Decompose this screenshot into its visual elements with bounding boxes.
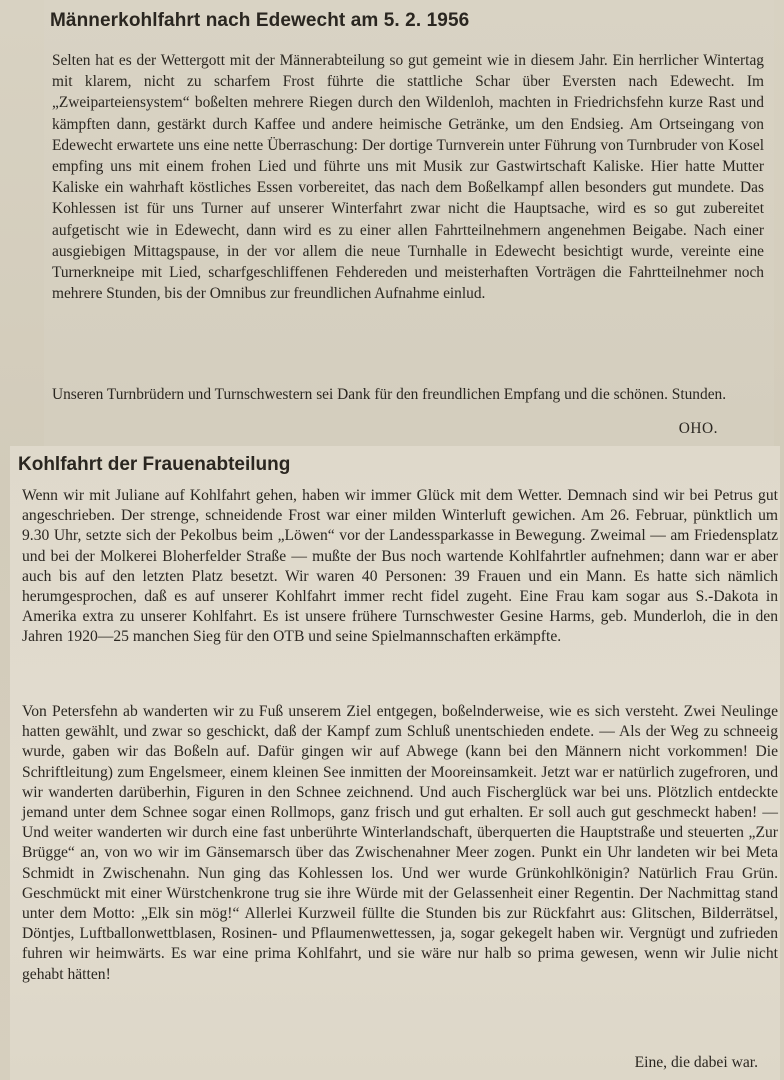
article-signature: Eine, die dabei war.: [634, 1054, 758, 1071]
article-title: Kohlfahrt der Frauenabteilung: [18, 454, 291, 475]
article-kohlfahrt-frauenabteilung: [10, 446, 780, 1080]
article-signature: OHO.: [678, 420, 718, 437]
article-paragraph: Selten hat es der Wettergott mit der Männerabteilung so gut gemeint wie in diesem Jahr. Ein herrlicher Wintertag mit klarem, nicht zu scharfem Frost führte die stattliche Schar über Eversten nach Edewecht. Im „Zweiparteiensystem“ boßelten mehrere Riegen durch den Wildenloh, machten in Friedrichsfehn kurze Rast und kämpften dann, gestärkt durch Kaffee und andere heimische Getränke, um den Endsieg. Am Ortseingang von Edewecht erwartete uns eine nette Überraschung: Der dortige Turnverein unter Führung von Turnbruder von Kosel empfing uns mit einem frohen Lied und führte uns mit Musik zur Gastwirtschaft Kaliske. Hier hatte Mutter Kaliske ein wahrhaft köstliches Essen vorbereitet, das nach dem Boßelkampf allen besonders gut mundete. Das Kohlessen ist für uns Turner auf unserer Winterfahrt zwar nicht die Hauptsache, wird es so gut zubereitet aufgetischt wie in Edewecht, dann wird es zu einer allen Fahrtteilnehmern angenehmen Beigabe. Nach einer ausgiebigen Mittagspause, in der vor allem die neue Turnhalle in Edewecht besichtigt wurde, vereinte eine Turnerkneipe mit Lied, scharfgeschliffenen Fehdereden und meisterhaften Vorträgen die Fahrtteilnehmer noch mehrere Stunden, bis der Omnibus zur freundlichen Aufnahme einlud.: [52, 52, 764, 303]
article-title: Männerkohlfahrt nach Edewecht am 5. 2. 1956: [50, 10, 470, 31]
article-paragraph: Von Petersfehn ab wanderten wir zu Fuß unserem Ziel entgegen, boßelnderweise, wie es sich versteht. Zwei Neulinge hatten gewählt, und zwar so geschickt, daß der Kampf zum Schluß unentschieden endete. — Als der Weg zu schneeig wurde, gaben wir das Boßeln auf. Dafür gingen wir auf Abwege (kann bei den Männern nicht vorkommen! Die Schriftleitung) zum Engelsmeer, einem kleinen See inmitten der Mooreinsamkeit. Jetzt war er natürlich zugefroren, und wir wanderten darüberhin, Figuren in den Schnee zeichnend. Und auch Fischerglück war bei uns. Plötzlich entdeckte jemand unter dem Schnee sogar einen Rollmops, ganz frisch und gut erhalten. Er soll auch gut geschmeckt haben! — Und weiter wanderten wir durch eine fast unberührte Winterlandschaft, überquerten die Hauptstraße und steuerten „Zur Brügge“ an, von wo wir im Gänsemarsch über das Zwischenahner Meer zogen. Punkt ein Uhr landeten wir bei Meta Schmidt in Zwischenahn. Nun ging das Kohlessen los. Und wer wurde Grünkohlkönigin? Natürlich Frau Grün. Geschmückt mit einer Würstchenkrone trug sie ihre Würde mit der Gelassenheit einer Regentin. Der Nachmittag stand unter dem Motto: „Elk sin mög!“ Allerlei Kurzweil füllte die Stunden bis zur Rückfahrt aus: Glitschen, Bilderrätsel, Döntjes, Luftballonwettblasen, Rosinen- und Pflaumenwettessen, ja, sogar gekegelt haben wir. Vergnügt und zufrieden fuhren wir heimwärts. Es war eine prima Kohlfahrt, und sie wäre nur halb so prima gewesen, wenn wir Julie nicht gehabt hätten!: [22, 703, 778, 983]
article-maennerkohlfahrt: [44, 0, 774, 446]
article-paragraph: Wenn wir mit Juliane auf Kohlfahrt gehen, haben wir immer Glück mit dem Wetter. Demnach sind wir bei Petrus gut angeschrieben. Der strenge, schneidende Frost war einer milden Winterluft gewichen. Am 26. Februar, pünktlich um 9.30 Uhr, setzte sich der Pekolbus beim „Löwen“ vor der Landessparkasse in Bewegung. Zweimal — am Friedensplatz und bei der Molkerei Bloherfelder Straße — mußte der Bus noch wartende Kohlfahrtler aufnehmen; dann war er aber auch bis auf den letzten Platz besetzt. Wir waren 40 Personen: 39 Frauen und ein Mann. Es hatte sich nämlich herumgesprochen, daß es auf unserer Kohlfahrt immer recht fidel zugeht. Eine Frau kam sogar aus S.-Dakota in Amerika extra zu unserer Kohlfahrt. Es ist unsere frühere Turnschwester Gesine Harms, geb. Munderloh, die in den Jahren 1920—25 manchen Sieg für den OTB und seine Spielmannschaften erkämpfte.: [22, 487, 778, 646]
article-paragraph: Unseren Turnbrüdern und Turnschwestern sei Dank für den freundlichen Empfang und die schönen. Stunden.: [52, 386, 727, 403]
